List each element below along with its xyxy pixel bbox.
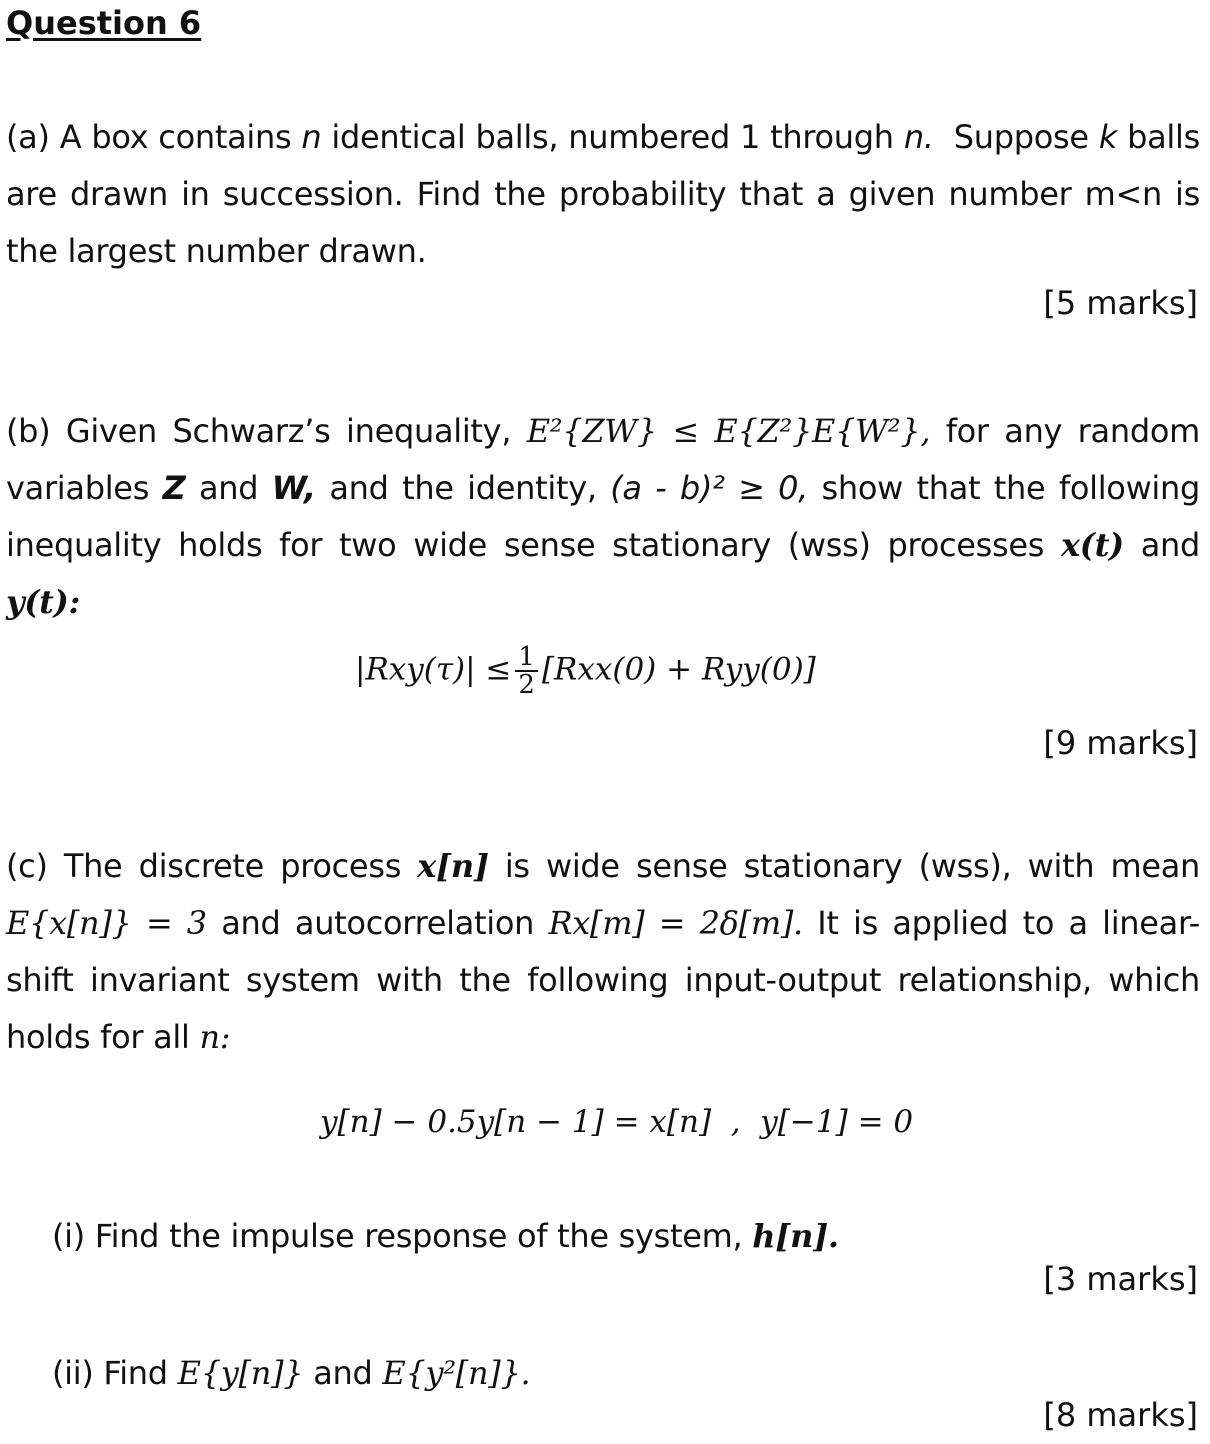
part-a-n1: n [301,118,322,156]
schwarz-inequality: E²{ZW} ≤ E{Z²}E{W²}, [526,412,931,450]
eq-right: [Rxx(0) + Ryy(0)] [541,651,816,688]
part-b-text [6,403,1200,631]
identity-expression: (a - b)² ≥ 0, [610,469,809,507]
var-n: n: [199,1018,231,1056]
mean-equation: E{x[n]} = 3 [6,904,207,942]
frac-denominator: 2 [518,670,535,700]
part-a-text-2: identical balls, numbered 1 through [331,118,894,156]
part-a-text-3: Suppose [953,118,1089,156]
question-title: Question 6 [6,4,202,42]
eq-left: |Rxy(τ)| ≤ [355,651,512,688]
part-b-text-1: Given Schwarz’s inequality, [65,412,512,450]
part-a-marks: [5 marks] [1043,284,1198,322]
autocorrelation-equation: Rx[m] = 2δ[m]. [548,904,803,942]
sub-ii-marks: [8 marks] [1043,1396,1198,1434]
sub-i-marks: [3 marks] [1043,1260,1198,1298]
process-xt: x(t) [1060,526,1124,564]
part-c-text-3: and autocorrelation [221,904,535,942]
part-b-text-3: and [198,469,259,507]
sub-question-i [52,1208,1152,1265]
system-equation: y[n] − 0.5y[n − 1] = x[n] , y[−1] = 0 [320,1104,914,1140]
half-fraction [515,644,538,698]
part-b-marks: [9 marks] [1043,724,1198,762]
part-a-k: k [1098,118,1118,156]
part-c-label: (c) [6,847,48,885]
expectation-y: E{y[n]} [177,1354,304,1392]
frac-numerator: 1 [515,644,538,672]
sub-question-ii [52,1345,1152,1402]
sub-i-text: (i) Find the impulse response of the system, [52,1217,743,1255]
sub-ii-text-2: and [313,1354,373,1392]
part-a-label: (a) [6,118,50,156]
part-c-text [6,838,1200,1066]
expectation-y-squared: E{y²[n]}. [382,1354,531,1392]
part-c-text-1: The discrete process [63,847,402,885]
part-a-text-1: A box contains [59,118,292,156]
part-a-n2: n. [903,118,934,156]
impulse-response-hn: h[n]. [752,1217,839,1255]
part-b-text-6: and [1140,526,1201,564]
process-yt: y(t): [6,583,80,621]
part-b-text-4: and the identity, [329,469,597,507]
var-w: W, [271,469,316,507]
var-z: Z [162,469,186,507]
process-xn: x[n] [417,847,489,885]
part-b-text-2: for any random variables [6,412,1200,507]
correlation-inequality [355,644,816,698]
part-a-text [6,109,1200,280]
part-c-text-2: is wide sense stationary (wss), with mean [504,847,1200,885]
part-c-text-4: It is applied to a linear-shift invariant system with the following input-output relationship, which holds for all [6,904,1201,1056]
sub-ii-text-1: (ii) Find [52,1354,168,1392]
part-a-text-4: balls are drawn in succession. Find the probability that a given number m<n is the largest number drawn. [6,118,1200,270]
part-b-label: (b) [6,412,51,450]
part-b-text-5: show that the following inequality holds for two wide sense stationary (wss) processes [6,469,1201,564]
